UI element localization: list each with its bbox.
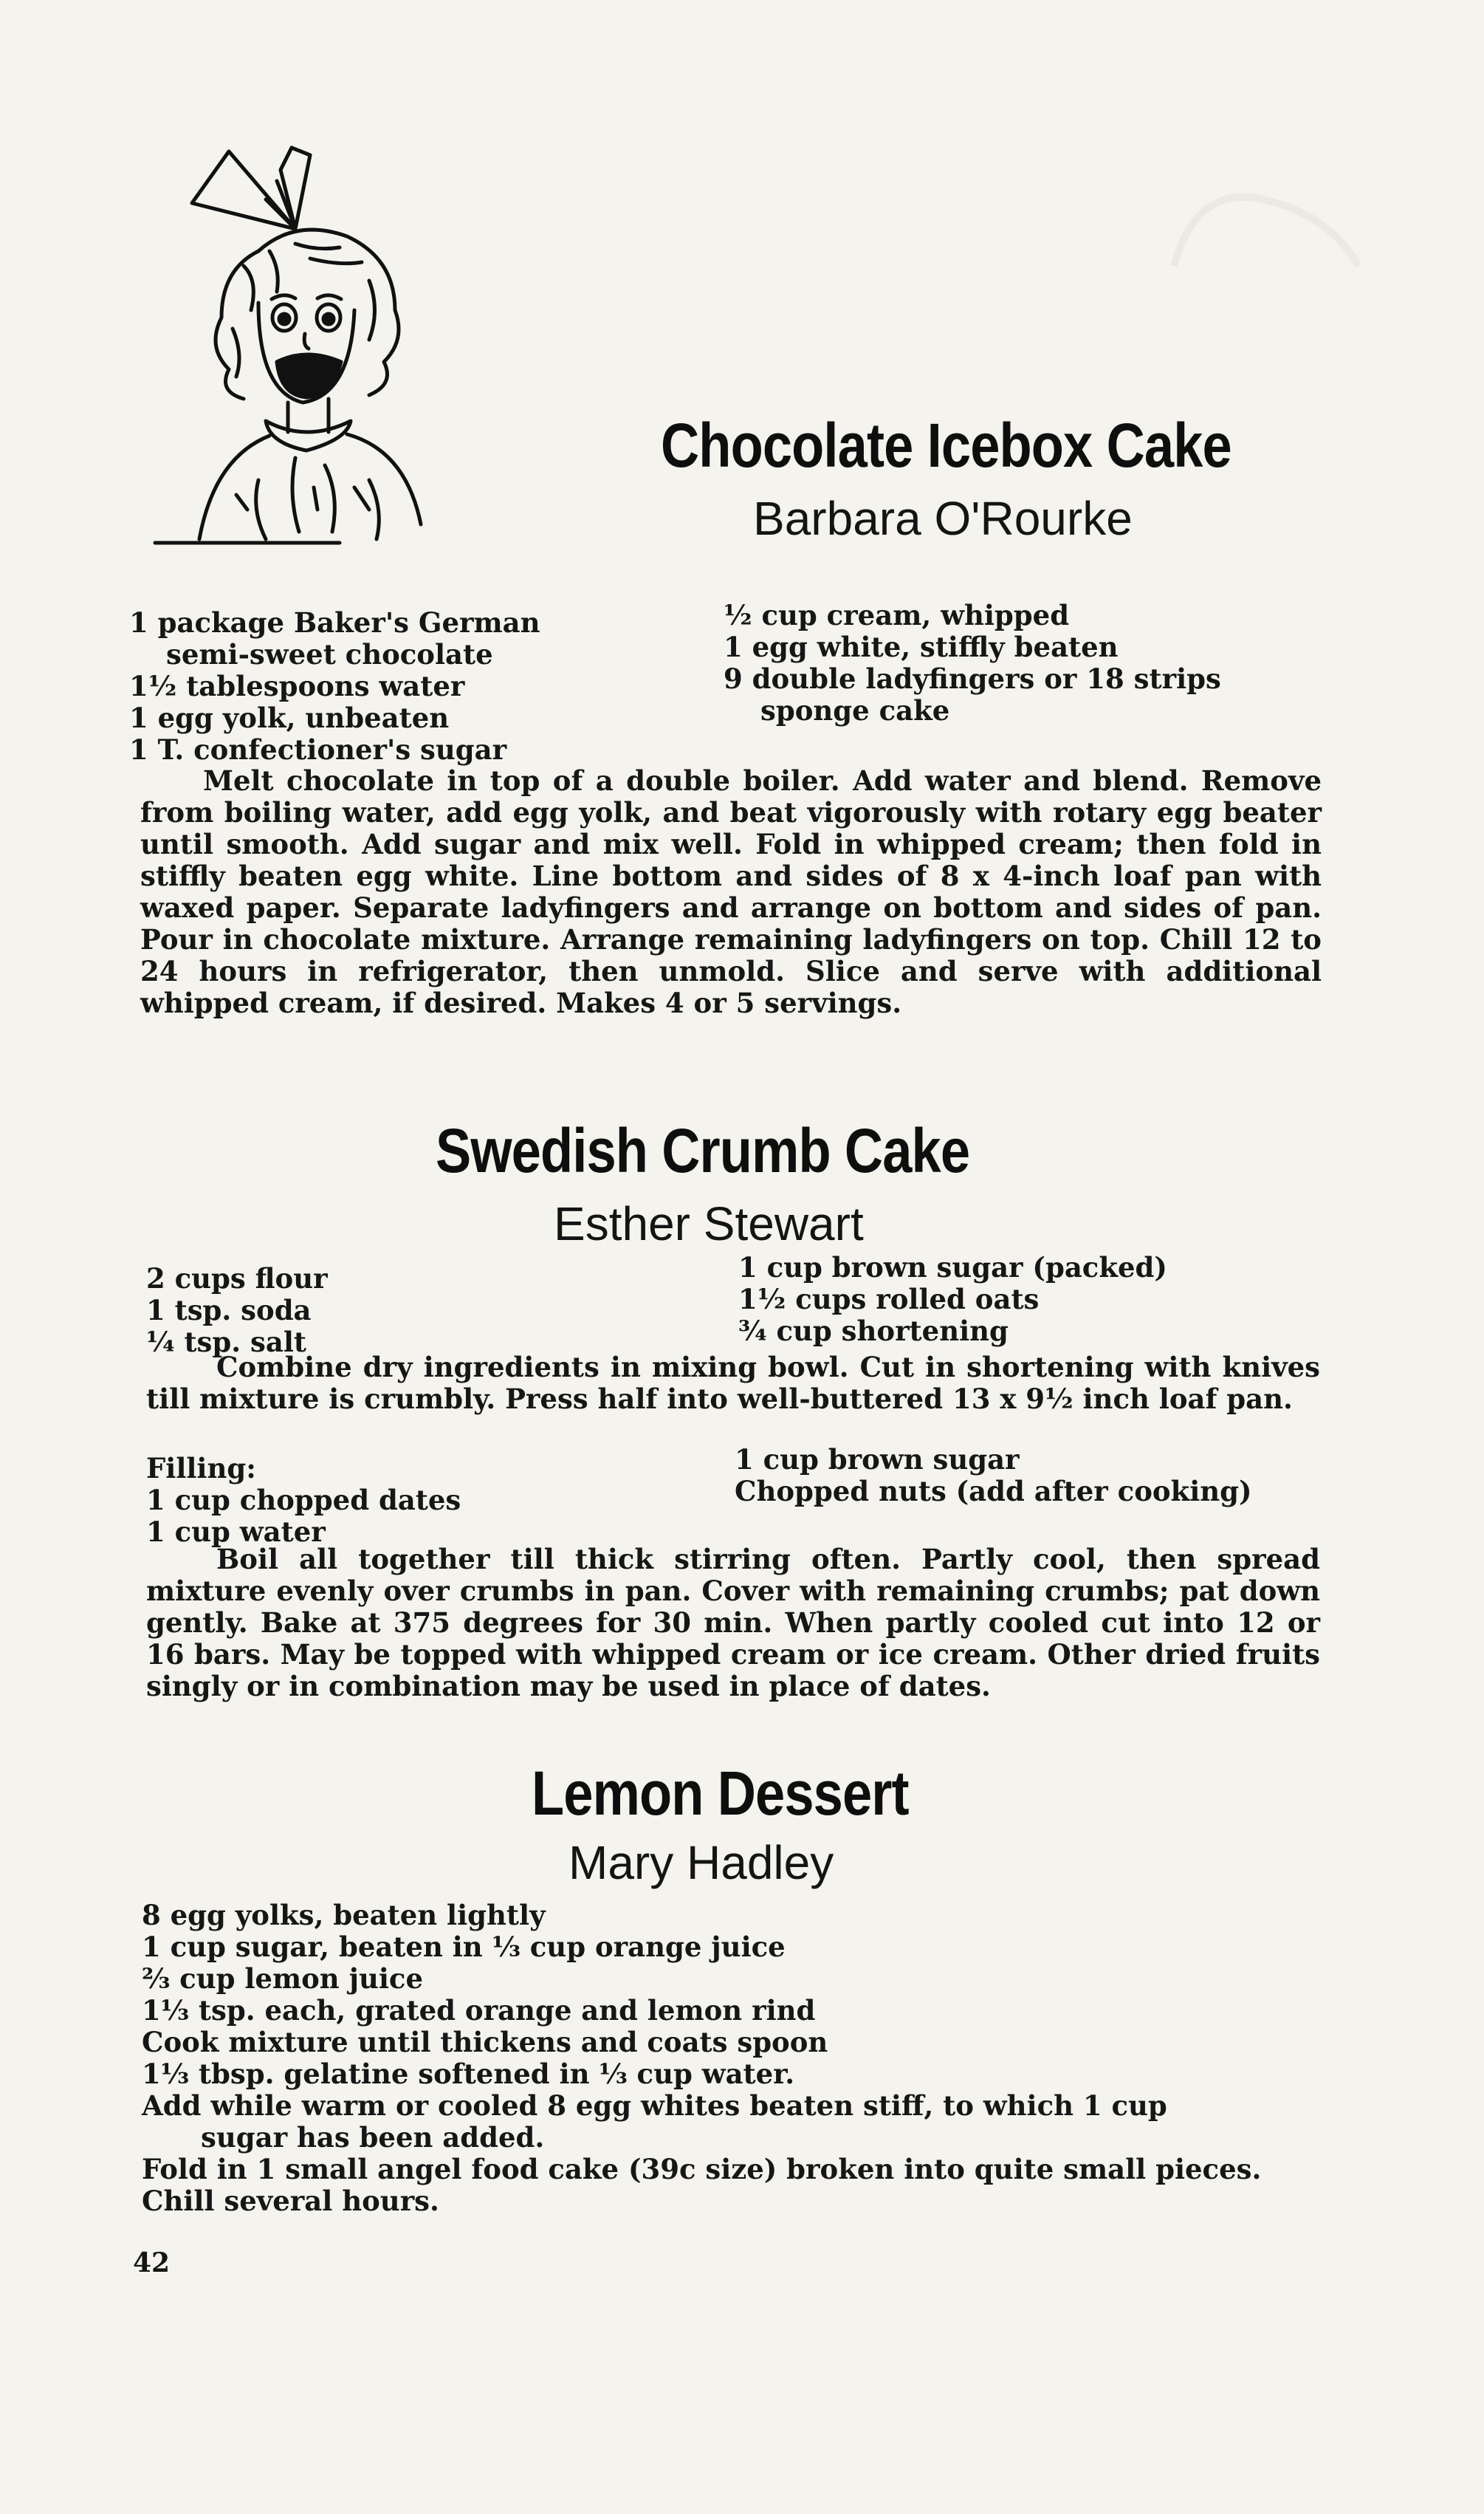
recipe-author-barbara-orourke: Barbara O'Rourke [753, 492, 1133, 545]
ingredient-line: Chopped nuts (add after cooking) [735, 1475, 1252, 1507]
ingredient-line: 1 egg yolk, unbeaten [129, 702, 450, 734]
recipe-title-chocolate-icebox-cake: Chocolate Icebox Cake [661, 411, 1231, 480]
recipe-line: ⅔ cup lemon juice [142, 1962, 423, 1995]
ingredient-line: 1 T. confectioner's sugar [129, 733, 507, 766]
ingredient-line: sponge cake [760, 694, 950, 727]
ingredients-left-column [129, 607, 540, 766]
bleed-through-shadow [1152, 155, 1373, 303]
filling-right-column [735, 1444, 1252, 1507]
ingredient-line: 1½ tablespoons water [129, 670, 465, 702]
recipe-line: 1⅓ tsp. each, grated orange and lemon rind [142, 1994, 816, 2027]
recipe-title-lemon-dessert: Lemon Dessert [532, 1758, 909, 1828]
ingredient-line: ¼ tsp. salt [146, 1326, 306, 1358]
ingredient-line: 1 cup chopped dates [146, 1484, 461, 1516]
ingredient-line: 2 cups flour [146, 1262, 328, 1295]
ingredient-line: 9 double ladyfingers or 18 strips [724, 662, 1221, 695]
ingredient-line: 1 cup brown sugar (packed) [738, 1251, 1167, 1284]
recipe-title-swedish-crumb-cake: Swedish Crumb Cake [436, 1116, 970, 1185]
filling-directions: Boil all together till thick stirring often. Partly cool, then spread mixture evenly over crumbs in pan. Cover with remaining crumbs; pat down gently. Bake at 375 degrees for 30 min. When partly cooled cut into 12 or 16 bars. May be topped with whipped cream or ice cream. Other dried fruits singly or in combination may be used in place of dates. [146, 1543, 1320, 1702]
ingredient-line: semi-sweet chocolate [166, 638, 493, 671]
recipe-line: 1 cup sugar, beaten in ⅓ cup orange juice [142, 1931, 786, 1963]
recipe-line: 1⅓ tbsp. gelatine softened in ⅓ cup water. [142, 2058, 795, 2090]
ingredient-line: ¾ cup shortening [738, 1315, 1009, 1347]
recipe-line: Fold in 1 small angel food cake (39c size) broken into quite small pieces. [142, 2153, 1262, 2185]
page-number: 42 [133, 2247, 171, 2278]
ingredient-line: 1 cup brown sugar [735, 1443, 1020, 1476]
ingredient-line: 1 tsp. soda [146, 1294, 312, 1326]
ingredient-line: 1 cup water [146, 1515, 326, 1548]
ingredients-left-column [146, 1263, 328, 1358]
recipe-author-mary-hadley: Mary Hadley [568, 1836, 834, 1889]
ingredient-line: ½ cup cream, whipped [724, 599, 1070, 631]
recipe-line: Add while warm or cooled 8 egg whites beaten stiff, to which 1 cup [142, 2089, 1167, 2122]
girl-with-bow-illustration [148, 140, 443, 547]
recipe-line: Chill several hours. [142, 2185, 439, 2217]
ingredients-right-column [724, 600, 1221, 727]
filling-left-column [146, 1453, 461, 1548]
recipe-directions: Combine dry ingredients in mixing bowl. Cut in shortening with knives till mixture is crumbly. Press half into well-buttered 13 x 9½ inch loaf pan. [146, 1351, 1320, 1415]
filling-label: Filling: [146, 1452, 256, 1484]
ingredients-right-column [738, 1252, 1167, 1347]
recipe-author-esther-stewart: Esther Stewart [554, 1197, 864, 1250]
recipe-directions: Melt chocolate in top of a double boiler. Add water and blend. Remove from boiling water, add egg yolk, and beat vigorously with rotary egg beater until smooth. Add sugar and mix well. Fold in whipped cream; then fold in stiffly beaten egg white. Line bottom and sides of 8 x 4-inch loaf pan with waxed paper. Separate ladyfingers and arrange on bottom and sides of pan. Pour in chocolate mixture. Arrange remaining ladyfingers on top. Chill 12 to 24 hours in refrigerator, then unmold. Slice and serve with additional whipped cream, if desired. Makes 4 or 5 servings. [140, 764, 1322, 1019]
ingredient-line: 1 package Baker's German [129, 606, 540, 639]
ingredient-line: 1 egg white, stiffly beaten [724, 631, 1119, 663]
recipe-line: Cook mixture until thickens and coats spoon [142, 2026, 828, 2058]
recipe-line: 8 egg yolks, beaten lightly [142, 1899, 546, 1931]
recipe-line: sugar has been added. [201, 2121, 545, 2154]
ingredient-line: 1½ cups rolled oats [738, 1283, 1040, 1315]
lemon-dessert-text [142, 1900, 1261, 2217]
